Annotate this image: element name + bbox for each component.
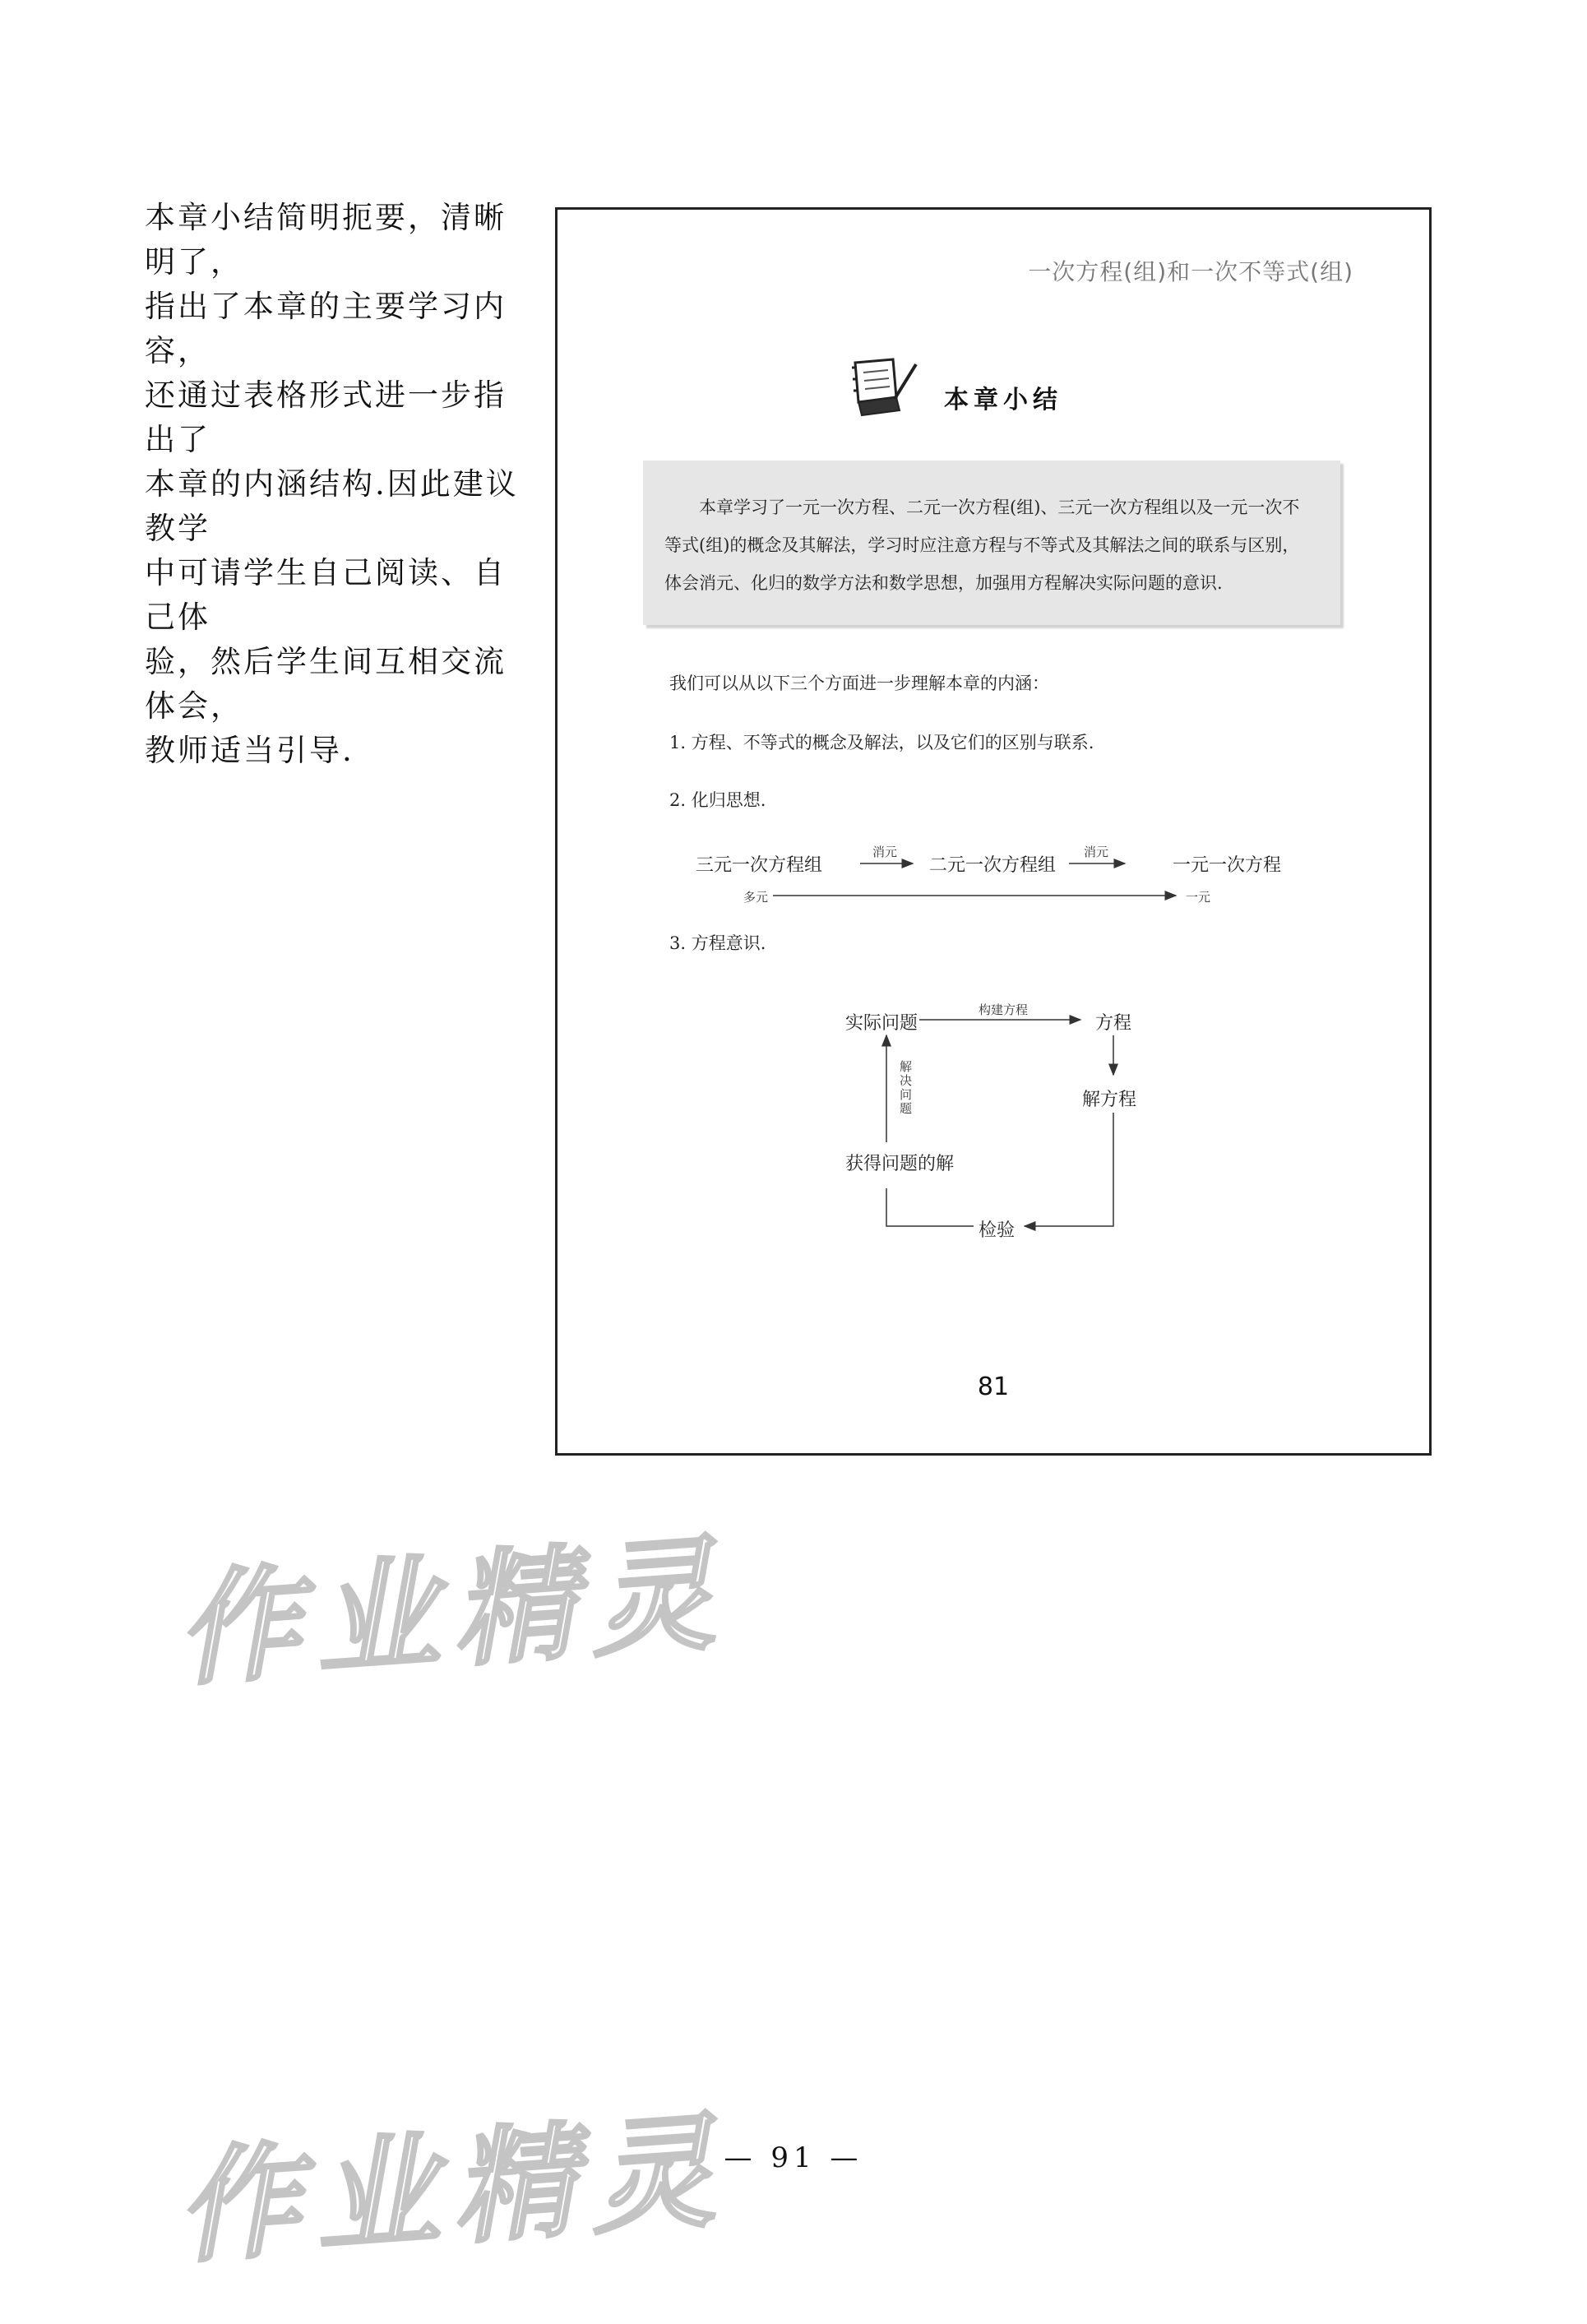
cycle-real-problem: 实际问题	[845, 1013, 918, 1034]
summary-line: 体会消元、化归的数学方法和数学思想，加强用方程解决实际问题的意识.	[664, 573, 1223, 593]
margin-note-line: 教师适当引导.	[145, 733, 354, 768]
watermark-text: 作业精灵	[174, 2097, 752, 2281]
cycle-solve-problem-label: 解决问题	[900, 1059, 913, 1116]
margin-note	[145, 196, 525, 773]
cycle-solve-equation: 解方程	[1082, 1090, 1137, 1110]
point-1: 1. 方程、不等式的概念及解法，以及它们的区别与联系.	[669, 733, 1094, 752]
flow-multi-var-label: 多元	[743, 890, 769, 905]
summary-line: 本章学习了一元一次方程、二元一次方程(组)、三元一次方程组以及一元一次不	[699, 498, 1300, 517]
cycle-equation: 方程	[1095, 1013, 1132, 1034]
flow-one-var-equation: 一元一次方程	[1173, 855, 1282, 876]
margin-note-line: 中可请学生自己阅读、自己体	[145, 555, 507, 635]
margin-note-line: 还通过表格形式进一步指出了	[145, 377, 507, 457]
flow-eliminate-label: 消元	[872, 845, 898, 859]
cycle-get-solution: 获得问题的解	[845, 1154, 955, 1174]
flow-eliminate-label: 消元	[1084, 845, 1109, 859]
flow-three-var-system: 三元一次方程组	[696, 855, 823, 876]
running-head: 一次方程(组)和一次不等式(组)	[1028, 258, 1353, 285]
flow-two-var-system: 二元一次方程组	[929, 855, 1057, 876]
point-2: 2. 化归思想.	[669, 790, 766, 810]
diagram-arrows	[558, 210, 1429, 1453]
margin-note-line: 验，然后学生间互相交流体会，	[145, 644, 507, 724]
footer-page-number: — 91 —	[724, 2141, 863, 2174]
point-3: 3. 方程意识.	[669, 933, 766, 953]
inner-page-number: 81	[977, 1373, 1010, 1401]
margin-note-line: 指出了本章的主要学习内容，	[145, 289, 507, 368]
flow-one-var-label: 一元	[1186, 890, 1211, 905]
margin-note-line: 本章的内涵结构.因此建议教学	[145, 466, 519, 546]
cycle-check: 检验	[979, 1220, 1016, 1241]
cycle-build-equation-label: 构建方程	[979, 1002, 1029, 1017]
margin-note-line: 本章小结简明扼要，清晰明了，	[145, 200, 507, 280]
section-title: 本章小结	[944, 386, 1062, 414]
intro-text: 我们可以从以下三个方面进一步理解本章的内涵：	[669, 674, 1049, 693]
summary-line: 等式(组)的概念及其解法，学习时应注意方程与不等式及其解法之间的联系与区别，	[664, 535, 1300, 555]
watermark-text: 作业精灵	[174, 1520, 752, 1704]
textbook-page-frame	[555, 207, 1432, 1456]
